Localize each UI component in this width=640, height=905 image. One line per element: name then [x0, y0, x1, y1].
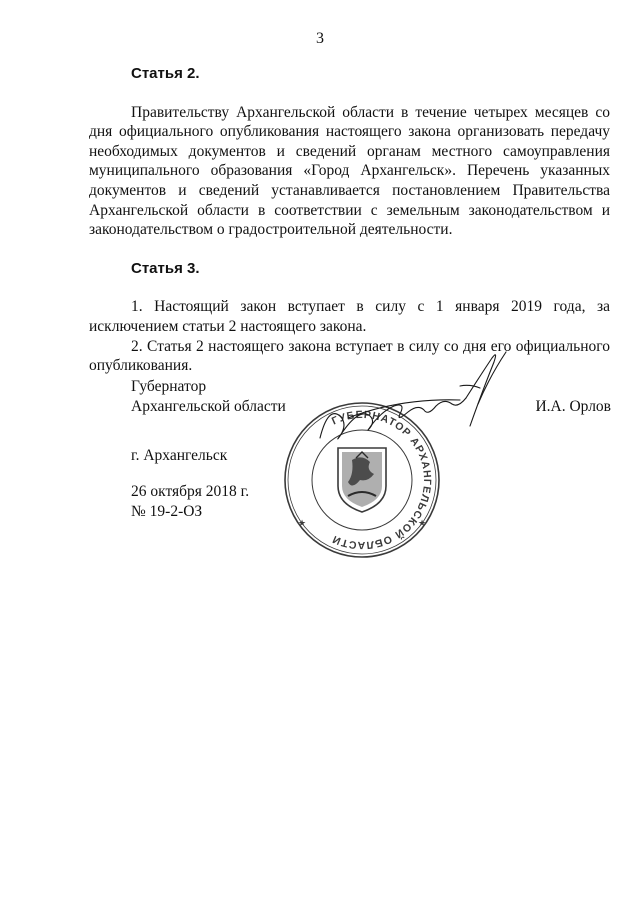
signing-date: 26 октября 2018 г. — [131, 483, 250, 500]
handwritten-signature — [310, 346, 520, 456]
signatory-name: И.А. Орлов — [535, 397, 611, 415]
law-number: № 19-2-ОЗ — [131, 502, 203, 520]
article-2-heading-label: Статья — [131, 65, 183, 82]
date-and-number — [131, 482, 249, 521]
signatory-title-line-1: Губернатор — [131, 378, 207, 395]
seal-ring-text: ГУБЕРНАТОР АРХАНГЕЛЬСКОЙ ОБЛАСТИ — [330, 408, 434, 552]
article-3-item-1: 1. Настоящий закон вступает в силу с 1 января 2019 года, за исключением статьи 2 настоящего закона. — [89, 298, 610, 335]
document-body — [89, 64, 610, 376]
article-3-heading-label: Статья — [131, 259, 183, 277]
article-2-heading-number: 2. — [187, 65, 200, 82]
signatory-title-line-2: Архангельской области — [131, 397, 286, 415]
article-2-heading — [131, 64, 610, 84]
coat-of-arms-icon — [338, 448, 386, 512]
article-3-item-2: 2. Статья 2 настоящего закона вступает в силу со дня его официального опубликования. — [89, 337, 610, 375]
page-number: 3 — [316, 30, 324, 47]
article-3-heading — [131, 259, 610, 279]
seal-star-icon-right: ★ — [418, 519, 427, 529]
article-3-heading-number: 3. — [187, 259, 200, 277]
article-2-paragraph: Правительству Архангельской области в течение четырех месяцев со дня официального опубликования настоящего закона организовать передачу необходимых документов и сведений органам местного самоуправления муниципального образования «Город Архангельск». Перечень указанных документов и сведений устанавливается постановлением Правительства Архангельской области в соответствии с земельным законодательством и законодательством о градостроительной деятельности. — [89, 103, 610, 239]
seal-star-icon-left: ★ — [298, 519, 307, 529]
place-of-signing: г. Архангельск — [131, 447, 228, 464]
article-2 — [89, 64, 610, 240]
